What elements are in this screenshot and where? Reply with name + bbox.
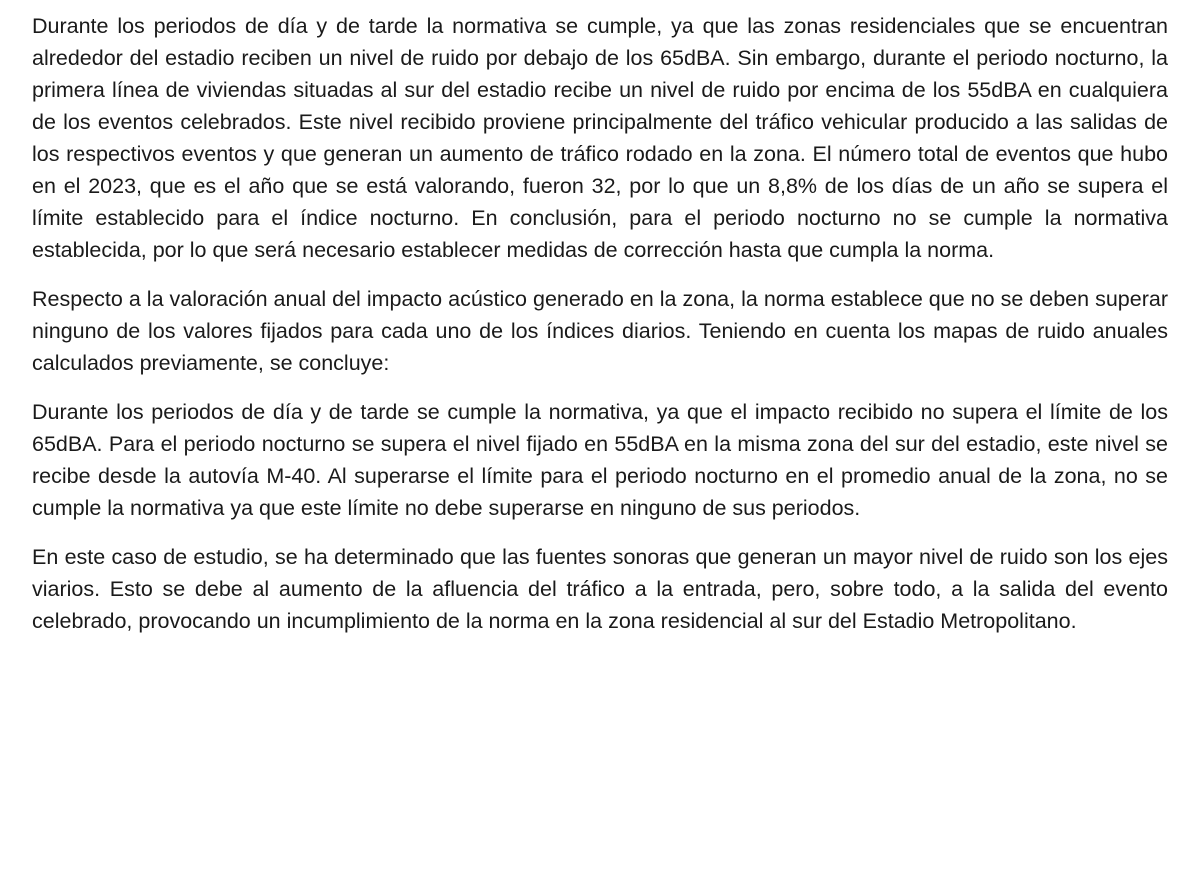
- paragraph-annual-assessment: Respecto a la valoración anual del impacto acústico generado en la zona, la norma establece que no se deben superar ninguno de los valores fijados para cada uno de los índices diarios. Teniendo en cuenta los mapas de ruido anuales calculados previamente, se concluye:: [32, 287, 1168, 375]
- paragraph-annual-conclusion: Durante los periodos de día y de tarde se cumple la normativa, ya que el impacto recibido no supera el límite de los 65dBA. Para el periodo nocturno se supera el nivel fijado en 55dBA en la misma zona del sur del estadio, este nivel se recibe desde la autovía M-40. Al superarse el límite para el periodo nocturno en el promedio anual de la zona, no se cumple la normativa ya que este límite no debe superarse en ninguno de sus periodos.: [32, 400, 1168, 520]
- paragraph-case-study-conclusion: En este caso de estudio, se ha determinado que las fuentes sonoras que generan un mayor nivel de ruido son los ejes viarios. Esto se debe al aumento de la afluencia del tráfico a la entrada, pero, sobre todo, a la salida del evento celebrado, provocando un incumplimiento de la norma en la zona residencial al sur del Estadio Metropolitano.: [32, 545, 1168, 633]
- paragraph-compliance-daily: Durante los periodos de día y de tarde la normativa se cumple, ya que las zonas residenciales que se encuentran alrededor del estadio reciben un nivel de ruido por debajo de los 65dBA. Sin embargo, durante el periodo nocturno, la primera línea de viviendas situadas al sur del estadio recibe un nivel de ruido por encima de los 55dBA en cualquiera de los eventos celebrados. Este nivel recibido proviene principalmente del tráfico vehicular producido a las salidas de los respectivos eventos y que generan un aumento de tráfico rodado en la zona. El número total de eventos que hubo en el 2023, que es el año que se está valorando, fueron 32, por lo que un 8,8% de los días de un año se supera el límite establecido para el índice nocturno. En conclusión, para el periodo nocturno no se cumple la normativa establecida, por lo que será necesario establecer medidas de corrección hasta que cumpla la norma.: [32, 14, 1168, 262]
- document-body: [32, 10, 1168, 637]
